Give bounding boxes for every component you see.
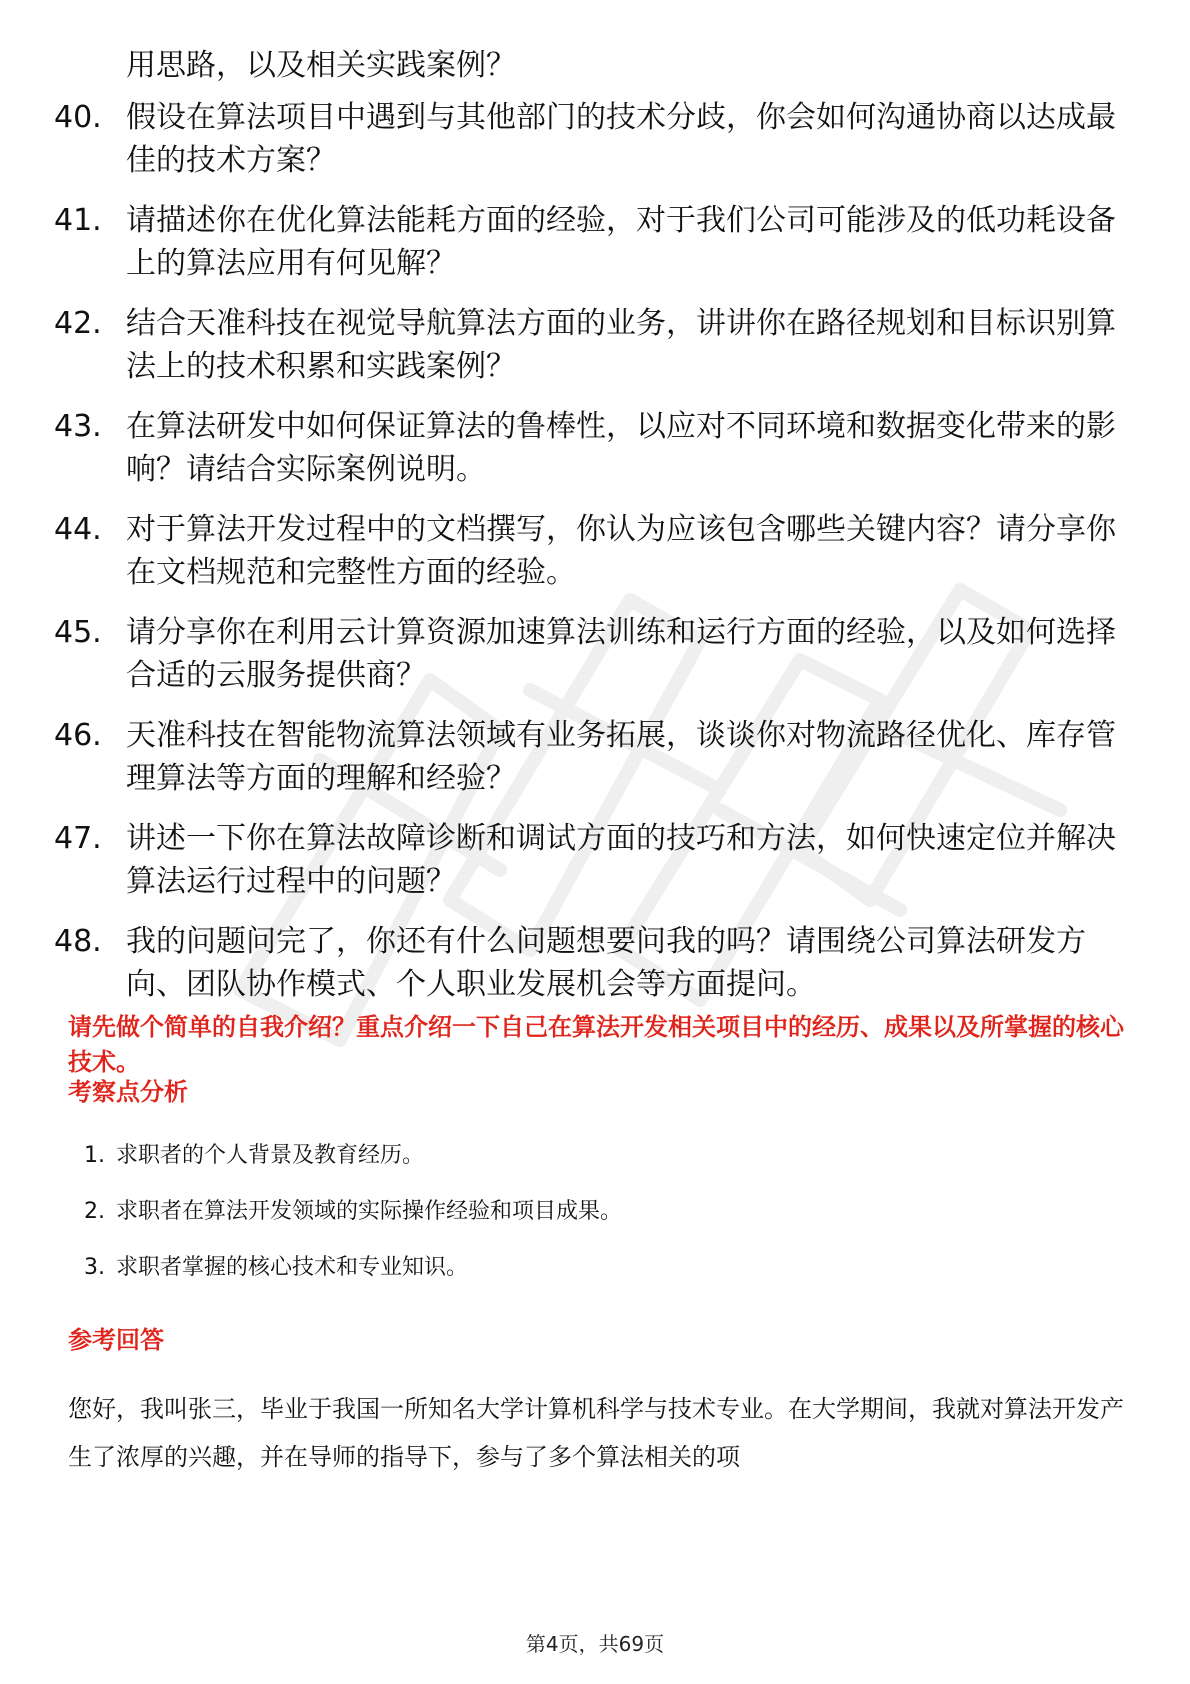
question-number: 45. [54, 615, 102, 650]
analysis-number: 3. [84, 1255, 105, 1280]
question-item [54, 817, 1134, 903]
analysis-text: 求职者在算法开发领域的实际操作经验和项目成果。 [116, 1199, 623, 1224]
analysis-text: 求职者掌握的核心技术和专业知识。 [116, 1255, 469, 1280]
question-text: 用思路，以及相关实践案例？ [126, 48, 516, 83]
analysis-title: 考察点分析 [68, 1078, 188, 1106]
question-number: 40. [54, 100, 102, 135]
analysis-item [84, 1252, 622, 1284]
question-number: 48. [54, 924, 102, 959]
question-item [54, 96, 1134, 182]
question-text: 请分享你在利用云计算资源加速算法训练和运行方面的经验，以及如何选择合适的云服务提供商？ [126, 615, 1116, 693]
question-text: 结合天准科技在视觉导航算法方面的业务，讲讲你在路径规划和目标识别算法上的技术积累和实践案例？ [126, 306, 1116, 384]
question-text: 天准科技在智能物流算法领域有业务拓展，谈谈你对物流路径优化、库存管理算法等方面的理解和经验？ [126, 718, 1116, 796]
answer-title: 参考回答 [68, 1326, 164, 1354]
question-item [54, 508, 1134, 594]
question-text: 请描述你在优化算法能耗方面的经验，对于我们公司可能涉及的低功耗设备上的算法应用有何见解？ [126, 203, 1116, 281]
analysis-text: 求职者的个人背景及教育经历。 [116, 1143, 425, 1168]
question-item [54, 302, 1134, 388]
analysis-number: 2. [84, 1199, 105, 1224]
answer-paragraph: 您好，我叫张三，毕业于我国一所知名大学计算机科学与技术专业。在大学期间，我就对算法开发产生了浓厚的兴趣，并在导师的指导下，参与了多个算法相关的项 [68, 1395, 1124, 1471]
question-item [54, 714, 1134, 800]
question-text: 假设在算法项目中遇到与其他部门的技术分歧，你会如何沟通协商以达成最佳的技术方案？ [126, 100, 1116, 178]
question-item [54, 44, 1134, 87]
question-number: 44. [54, 512, 102, 547]
question-item [54, 405, 1134, 491]
analysis-item [84, 1140, 622, 1172]
question-text: 在算法研发中如何保证算法的鲁棒性，以应对不同环境和数据变化带来的影响？请结合实际案例说明。 [126, 409, 1116, 487]
question-number: 46. [54, 718, 102, 753]
question-number: 43. [54, 409, 102, 444]
highlight-question: 请先做个简单的自我介绍？重点介绍一下自己在算法开发相关项目中的经历、成果以及所掌握的核心技术。 [68, 1013, 1124, 1076]
question-number: 47. [54, 821, 102, 856]
analysis-item [84, 1196, 622, 1228]
question-text: 我的问题问完了，你还有什么问题想要问我的吗？请围绕公司算法研发方向、团队协作模式、个人职业发展机会等方面提问。 [126, 924, 1086, 1002]
question-text: 对于算法开发过程中的文档撰写，你认为应该包含哪些关键内容？请分享你在文档规范和完整性方面的经验。 [126, 512, 1116, 590]
question-item [54, 920, 1134, 1006]
page-footer: 第4页，共69页 [525, 1632, 665, 1656]
question-text: 讲述一下你在算法故障诊断和调试方面的技巧和方法，如何快速定位并解决算法运行过程中的问题？ [126, 821, 1116, 899]
analysis-list [84, 1140, 622, 1308]
question-number: 42. [54, 306, 102, 341]
question-number: 41. [54, 203, 102, 238]
analysis-number: 1. [84, 1143, 105, 1168]
question-item [54, 199, 1134, 285]
question-list [54, 44, 1134, 1023]
question-item [54, 611, 1134, 697]
